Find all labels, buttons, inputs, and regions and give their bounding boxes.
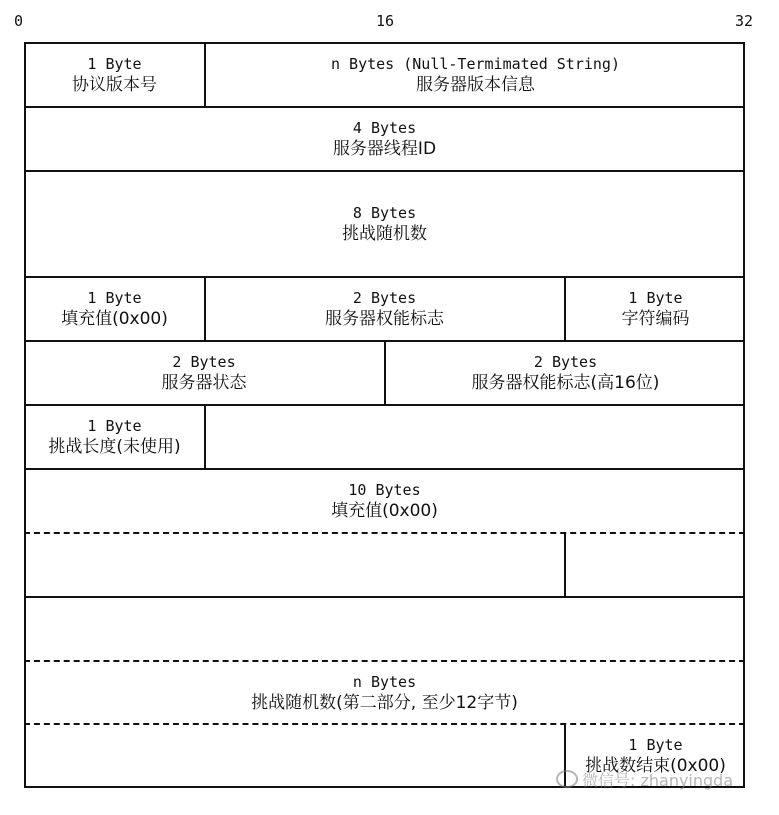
field-size: 4 Bytes bbox=[352, 119, 417, 137]
row-challenge bbox=[24, 172, 745, 276]
field-name: 填充值(0x00) bbox=[331, 501, 438, 521]
field-server-status bbox=[24, 342, 384, 404]
row-filler-capability-charset bbox=[24, 278, 745, 340]
field-thread-id bbox=[24, 108, 745, 170]
row-thread-id bbox=[24, 108, 745, 170]
field-size: 1 Byte bbox=[87, 417, 142, 435]
row-filler-10 bbox=[24, 470, 745, 532]
field-challenge-part2 bbox=[24, 662, 745, 723]
row-challenge-part2 bbox=[24, 662, 745, 723]
field-capability-flags-high bbox=[386, 342, 745, 404]
field-capability-flags bbox=[206, 278, 563, 340]
field-filler-10 bbox=[24, 470, 745, 532]
field-name: 挑战数结束(0x00) bbox=[585, 755, 726, 776]
field-size: 2 Bytes bbox=[352, 289, 417, 307]
field-name: 填充值(0x00) bbox=[61, 309, 168, 329]
field-challenge bbox=[24, 172, 745, 276]
field-protocol-version bbox=[24, 44, 205, 106]
field-size: 2 Bytes bbox=[533, 353, 598, 371]
row-challenge-part2-start bbox=[24, 598, 745, 660]
field-charset bbox=[566, 278, 745, 340]
row-challenge-length bbox=[24, 406, 745, 468]
field-size: 1 Byte bbox=[628, 735, 683, 754]
row-status-capability-high bbox=[24, 342, 745, 404]
column-divider bbox=[204, 406, 206, 468]
watermark-text: 微信号: zhanyingda bbox=[582, 771, 734, 790]
field-name: 服务器版本信息 bbox=[416, 75, 535, 95]
bit-label-32: 32 bbox=[735, 12, 754, 30]
field-size: 2 Bytes bbox=[172, 353, 236, 371]
field-name: 字符编码 bbox=[621, 309, 690, 329]
field-name: 服务器线程ID bbox=[332, 139, 437, 159]
bit-label-16: 16 bbox=[376, 12, 395, 30]
field-size: 8 Bytes bbox=[352, 204, 417, 222]
field-size: 1 Byte bbox=[87, 55, 142, 73]
row-protocol-version bbox=[24, 44, 745, 106]
field-name: 协议版本号 bbox=[72, 75, 157, 95]
bit-label-0: 0 bbox=[14, 12, 24, 30]
column-divider bbox=[564, 534, 566, 596]
field-name: 服务器状态 bbox=[161, 373, 247, 393]
field-size: 10 Bytes bbox=[348, 481, 421, 499]
field-size: 1 Byte bbox=[87, 289, 142, 307]
field-name: 挑战随机数 bbox=[342, 224, 427, 244]
field-filler bbox=[24, 278, 205, 340]
field-name: 服务器权能标志 bbox=[325, 309, 444, 329]
wechat-icon bbox=[556, 770, 578, 788]
field-size: n Bytes (Null-Termimated String) bbox=[331, 55, 620, 73]
field-challenge-length bbox=[24, 406, 205, 468]
watermark bbox=[556, 768, 733, 791]
field-server-version bbox=[206, 44, 745, 106]
field-name: 服务器权能标志(高16位) bbox=[471, 373, 660, 393]
field-size: 1 Byte bbox=[628, 289, 683, 307]
field-size: n Bytes bbox=[352, 672, 417, 691]
field-name: 挑战长度(未使用) bbox=[48, 437, 181, 457]
field-name: 挑战随机数(第二部分, 至少12字节) bbox=[251, 692, 518, 713]
row-filler-continuation bbox=[24, 534, 745, 596]
